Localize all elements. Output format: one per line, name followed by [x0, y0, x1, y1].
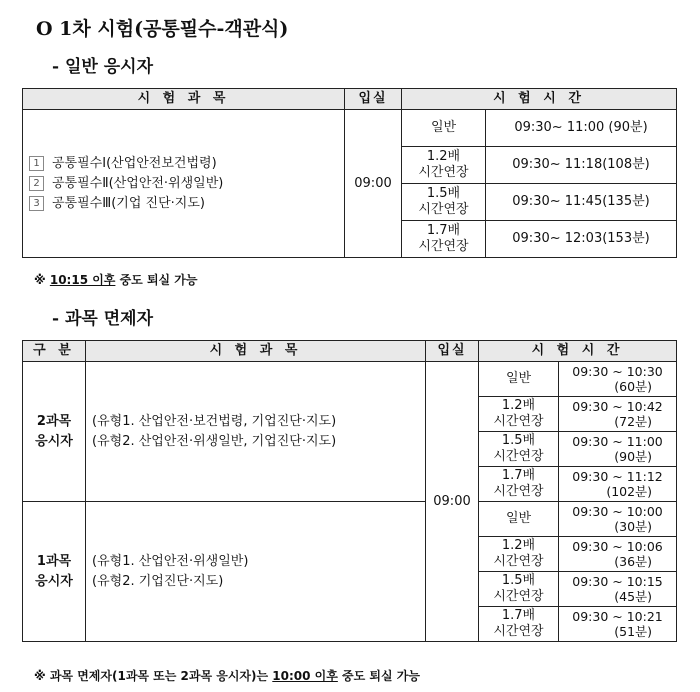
time-cell: 09:30 ~ 11:12 (102분) [559, 467, 677, 502]
exemption-table [22, 340, 677, 642]
subject-item: 2 공통필수Ⅱ(산업안전·위생일반) [29, 174, 344, 194]
header-subject: 시 험 과 목 [23, 89, 345, 110]
type-cell: 1.2배 시간연장 [479, 397, 559, 432]
entry-time: 09:00 [426, 362, 479, 642]
general-applicant-table [22, 88, 677, 258]
type-cell: 1.7배 시간연장 [479, 467, 559, 502]
time-cell: 09:30 ~ 10:42 (72분) [559, 397, 677, 432]
number-box-icon: 3 [29, 196, 44, 211]
category-cell: 2과목 응시자 [23, 362, 86, 502]
subject-item: 1 공통필수Ⅰ(산업안전보건법령) [29, 154, 344, 174]
time-cell: 09:30 ~ 10:21 (51분) [559, 607, 677, 642]
time-cell: 09:30 ~ 10:15 (45분) [559, 572, 677, 607]
header-entry: 입실 [345, 89, 402, 110]
header-category: 구 분 [23, 341, 86, 362]
type-cell: 1.5배 시간연장 [402, 184, 486, 221]
section2-title: - 과목 면제자 [52, 309, 154, 329]
type-cell: 1.7배 시간연장 [479, 607, 559, 642]
header-subject: 시 험 과 목 [86, 341, 426, 362]
entry-time: 09:00 [345, 110, 402, 258]
header-time: 시 험 시 간 [479, 341, 677, 362]
page-title: O 1차 시험(공통필수-객관식) [36, 18, 289, 40]
time-cell: 09:30 ~ 11:00 (90분) [559, 432, 677, 467]
type-cell: 1.2배 시간연장 [479, 537, 559, 572]
type-cell: 일반 [402, 110, 486, 147]
subject-cell: (유형1. 산업안전·위생일반) (유형2. 기업진단·지도) [86, 502, 426, 642]
time-cell: 09:30~ 12:03(153분) [486, 221, 677, 258]
category-cell: 1과목 응시자 [23, 502, 86, 642]
type-cell: 1.7배 시간연장 [402, 221, 486, 258]
header-time: 시 험 시 간 [402, 89, 677, 110]
time-cell: 09:30 ~ 10:06 (36분) [559, 537, 677, 572]
section1-note: ※ 10:15 이후 중도 퇴실 가능 [34, 273, 198, 287]
time-cell: 09:30~ 11:00 (90분) [486, 110, 677, 147]
type-cell: 일반 [479, 502, 559, 537]
type-cell: 1.5배 시간연장 [479, 572, 559, 607]
type-cell: 1.2배 시간연장 [402, 147, 486, 184]
header-entry: 입실 [426, 341, 479, 362]
section2-note: ※ 과목 면제자(1과목 또는 2과목 응시자)는 10:00 이후 중도 퇴실 가능 [34, 669, 420, 683]
time-cell: 09:30 ~ 10:00 (30분) [559, 502, 677, 537]
type-cell: 일반 [479, 362, 559, 397]
section1-title: - 일반 응시자 [52, 57, 154, 77]
time-cell: 09:30 ~ 10:30 (60분) [559, 362, 677, 397]
number-box-icon: 1 [29, 156, 44, 171]
subject-item: 3 공통필수Ⅲ(기업 진단·지도) [29, 194, 344, 214]
type-cell: 1.5배 시간연장 [479, 432, 559, 467]
time-cell: 09:30~ 11:18(108분) [486, 147, 677, 184]
subject-cell: (유형1. 산업안전·보건법령, 기업진단·지도) (유형2. 산업안전·위생일반, 기업진단·지도) [86, 362, 426, 502]
time-cell: 09:30~ 11:45(135분) [486, 184, 677, 221]
number-box-icon: 2 [29, 176, 44, 191]
subject-list [23, 110, 345, 258]
